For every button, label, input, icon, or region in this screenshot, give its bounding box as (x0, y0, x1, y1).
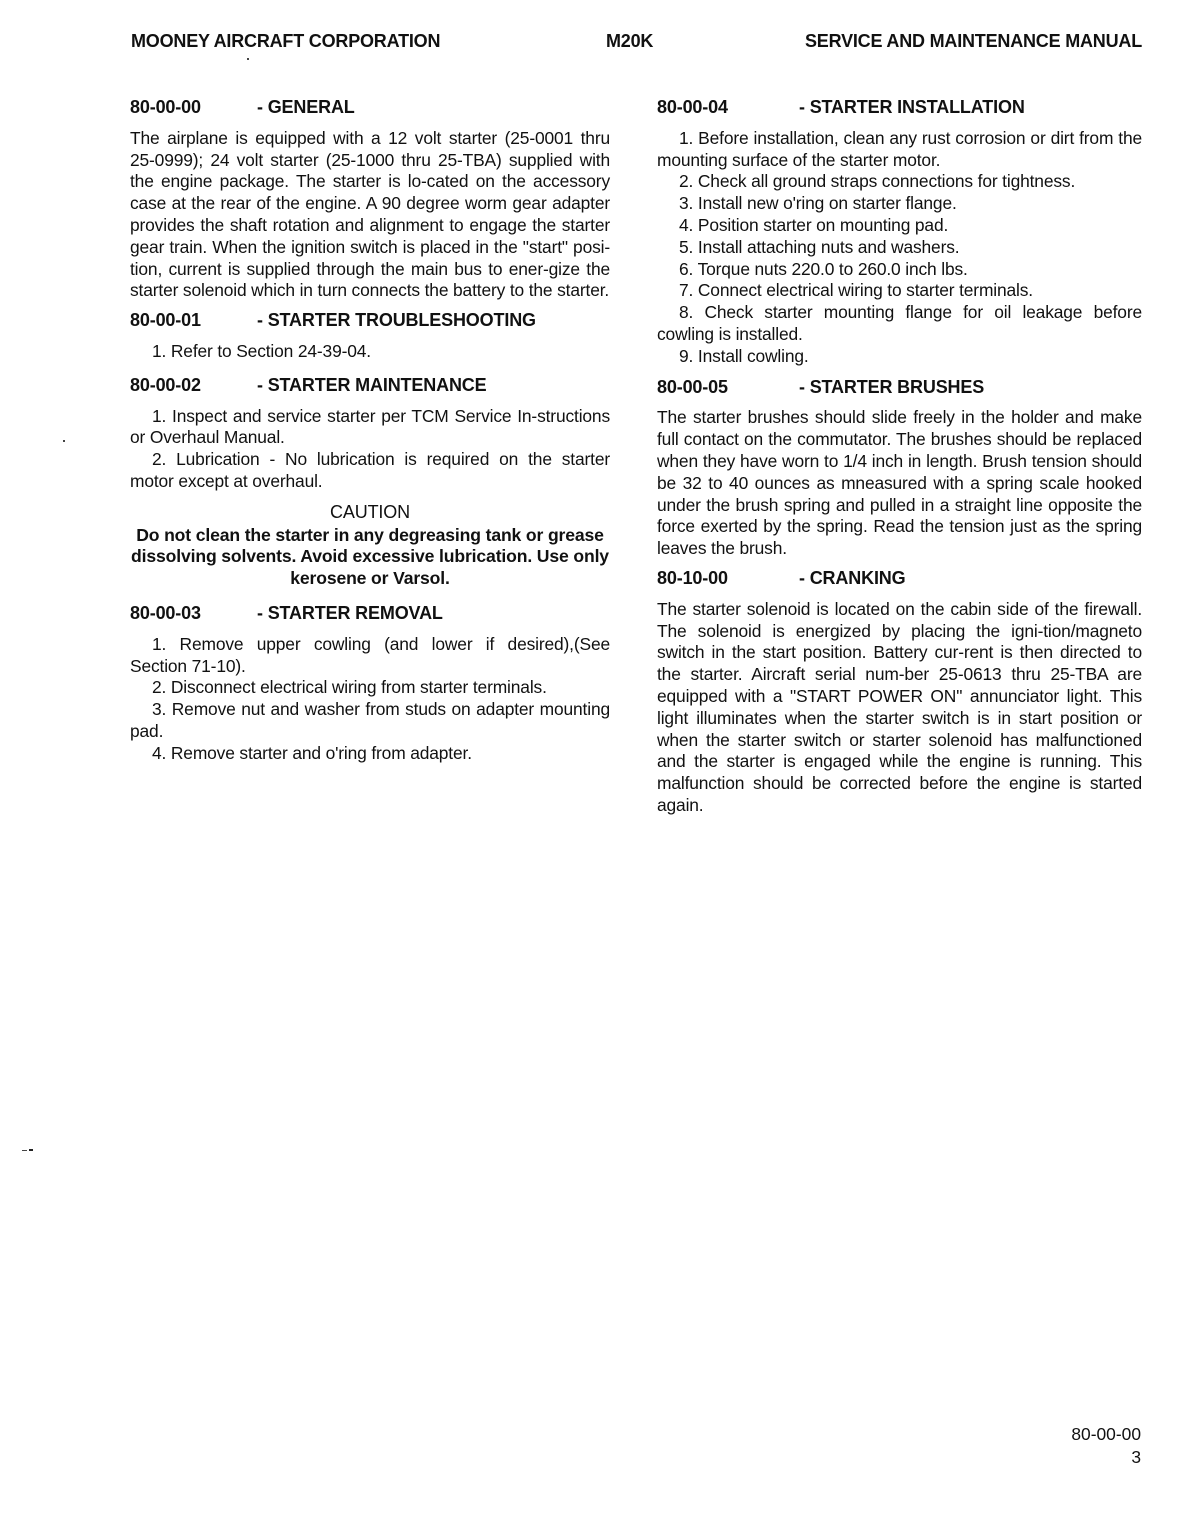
header-manual-title: SERVICE AND MAINTENANCE MANUAL (804, 31, 1142, 51)
general-paragraph: The airplane is equipped with a 12 volt starter (25-0001 thru 25-0999); 24 volt starter (25-1000 thru 25-TBA) supplied with the engine package. The starter is lo-cated on the accessory case at the rear of the engine. A 90 degree worm gear adapter provides the shaft rotation and alignment to engage the starter gear train. When the ignition switch is placed in the "start" posi-tion, current is supplied through the main bus to ener-gize the starter solenoid which in turn connects the battery to the starter. (130, 127, 610, 301)
installation-step: 9. Install cowling. (679, 345, 809, 366)
scan-speck (22, 1150, 27, 1151)
section-heading-general (130, 97, 610, 119)
installation-step: 5. Install attaching nuts and washers. (679, 236, 960, 257)
section-title: - STARTER BRUSHES (799, 376, 985, 397)
section-number: 80-00-02 (130, 374, 201, 395)
cranking-paragraph: The starter solenoid is located on the cabin side of the firewall. The solenoid is energized by placing the igni-tion/magneto switch in the start position. Battery cur-rent is then directed to the starter. Aircraft serial num-ber 25-0613 thru 25-TBA are equipped with a "START POWER ON" annunciator light. This light illuminates when the starter switch is in start position or when the starter switch or starter solenoid has malfunctioned and the starter is engaged while the engine is running. This malfunction should be corrected before the engine is started again. (657, 598, 1142, 815)
caution-text: Do not clean the starter in any degreasing tank or grease dissolving solvents. Avoid excessive lubrication. Use only kerosene or Varsol. (131, 524, 609, 589)
installation-step: 2. Check all ground straps connections for tightness. (679, 171, 1076, 192)
installation-step: 7. Connect electrical wiring to starter terminals. (679, 280, 1033, 301)
section-number: 80-00-04 (657, 97, 728, 117)
caution-block (130, 502, 610, 590)
section-number: 80-00-00 (130, 97, 201, 117)
maintenance-step: 2. Lubrication - No lubrication is required on the starter motor except at overhaul. (130, 449, 610, 491)
removal-step: 3. Remove nut and washer from studs on adapter mounting pad. (130, 699, 610, 741)
section-heading-brushes (657, 377, 1142, 399)
brushes-paragraph: The starter brushes should slide freely in the holder and make full contact on the commutator. The brushes should be replaced when they have worn to 1/4 inch in length. Brush tension should be 32 to 40 ounces as mneasured with a spring scale hooked under the brush spring and pulled in a straight line opposite the force exerted by the spring. Read the tension just as the spring leaves the brush. (657, 407, 1142, 559)
section-heading-troubleshooting (130, 310, 610, 332)
header-model: M20K (606, 31, 654, 51)
removal-step: 4. Remove starter and o'ring from adapter. (152, 742, 472, 763)
section-heading-cranking (657, 568, 1142, 590)
section-title: - STARTER MAINTENANCE (257, 374, 487, 395)
section-title: - STARTER INSTALLATION (799, 97, 1025, 117)
maintenance-step: 1. Inspect and service starter per TCM Service In-structions or Overhaul Manual. (130, 405, 610, 448)
footer-section-number: 80-00-00 (1071, 1424, 1141, 1444)
section-heading-maintenance (130, 375, 610, 397)
scan-speck (247, 58, 249, 60)
installation-step: 3. Install new o'ring on starter flange. (679, 193, 957, 214)
installation-step: 8. Check starter mounting flange for oil leakage before cowling is installed. (657, 302, 1142, 344)
section-title: - CRANKING (799, 567, 906, 588)
section-number: 80-00-05 (657, 376, 728, 397)
installation-step: 6. Torque nuts 220.0 to 260.0 inch lbs. (679, 258, 968, 279)
caution-title: CAUTION (330, 501, 410, 522)
section-title: - GENERAL (257, 97, 355, 117)
section-title: - STARTER TROUBLESHOOTING (257, 310, 536, 331)
section-heading-installation (657, 97, 1142, 119)
left-column (130, 97, 610, 765)
page-footer (1071, 1423, 1141, 1469)
installation-step: 1. Before installation, clean any rust corrosion or dirt from the mounting surface of the starter motor. (657, 127, 1142, 170)
removal-step: 2. Disconnect electrical wiring from starter terminals. (152, 677, 547, 698)
scan-speck (29, 1149, 33, 1151)
troubleshooting-step: 1. Refer to Section 24-39-04. (152, 340, 371, 361)
footer-page-number: 3 (1131, 1447, 1141, 1467)
removal-step: 1. Remove upper cowling (and lower if desired),(See Section 71-10). (130, 633, 610, 676)
section-number: 80-00-01 (130, 310, 201, 331)
right-column (657, 97, 1142, 825)
scan-speck (63, 440, 65, 442)
section-heading-removal (130, 603, 610, 625)
section-number: 80-10-00 (657, 567, 728, 588)
installation-step: 4. Position starter on mounting pad. (679, 214, 949, 235)
header-company: MOONEY AIRCRAFT CORPORATION (131, 31, 441, 51)
section-title: - STARTER REMOVAL (257, 602, 443, 623)
section-number: 80-00-03 (130, 602, 201, 623)
